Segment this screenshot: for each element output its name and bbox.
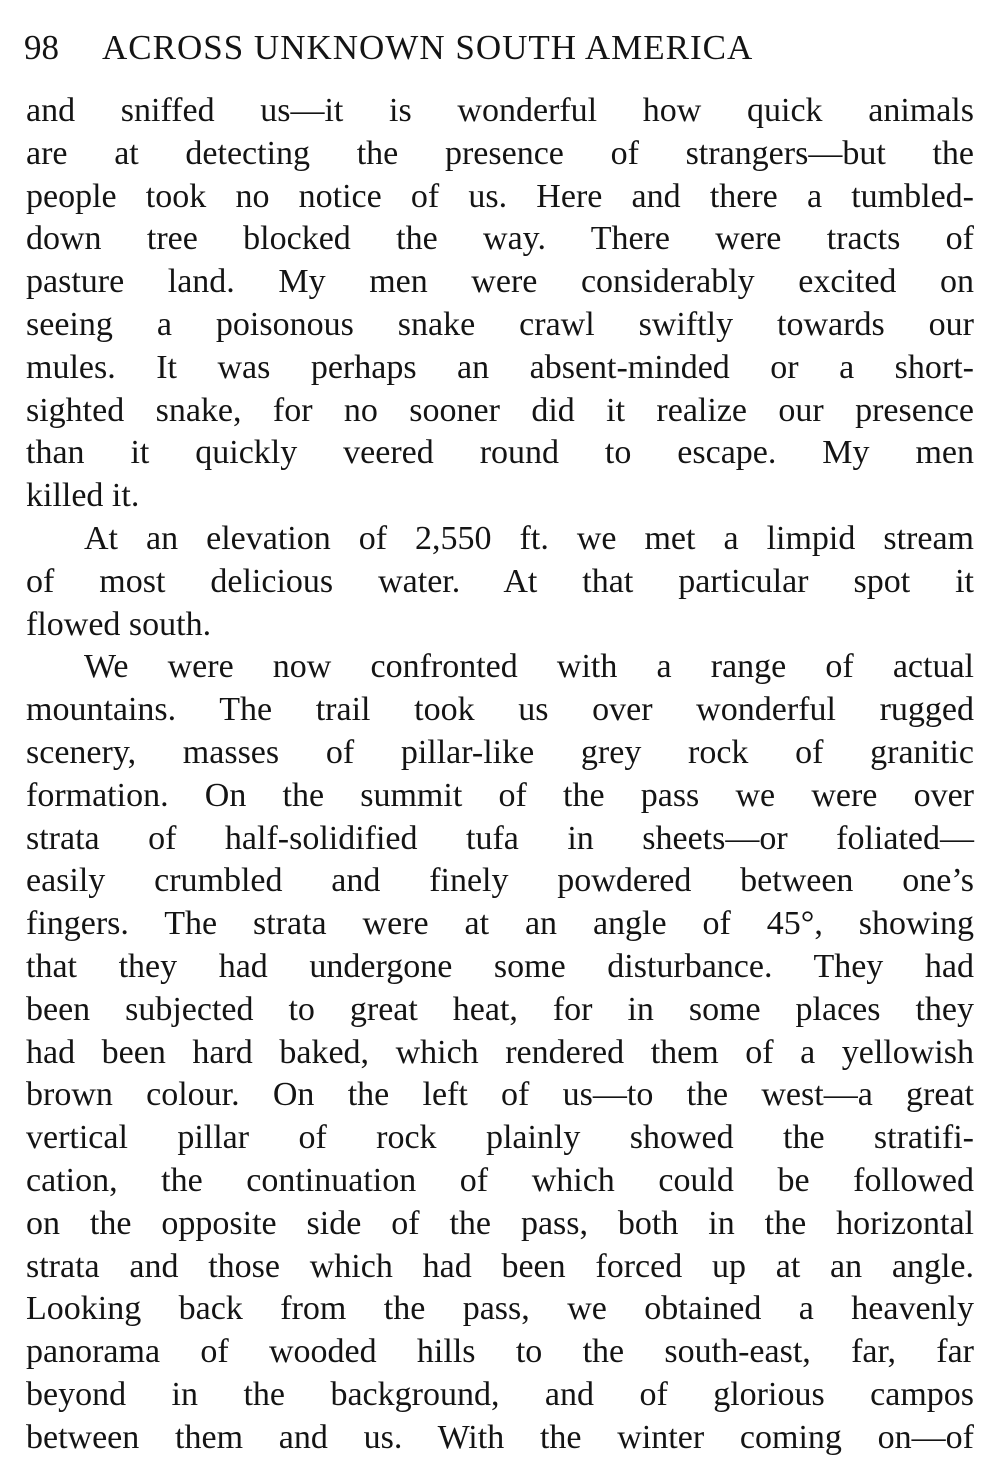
paragraph-end-line: killed it. (26, 477, 140, 515)
text-line: strata and those which had been forced up at an angle. (26, 1247, 974, 1285)
text-line: strata of half-solidified tufa in sheets—or foliated— (26, 819, 974, 857)
running-head (24, 26, 984, 70)
text-line: sighted snake, for no sooner did it realize our presence (26, 391, 974, 429)
text-line: beyond in the background, and of glorious campos (26, 1375, 974, 1413)
text-line: scenery, masses of pillar-like grey rock of granitic (26, 733, 974, 771)
body-text (26, 90, 974, 1460)
text-line: of most delicious water. At that particular spot it (26, 562, 974, 600)
paragraph-first-line: At an elevation of 2,550 ft. we met a limpid stream (84, 519, 974, 557)
text-line: than it quickly veered round to escape. My men (26, 434, 974, 472)
paragraph-end-line: flowed south. (26, 605, 212, 643)
text-line: mountains. The trail took us over wonderful rugged (26, 691, 974, 729)
text-line: vertical pillar of rock plainly showed the stratifi- (26, 1119, 974, 1157)
paragraph-first-line: We were now confronted with a range of actual (84, 648, 974, 686)
text-line: and sniffed us—it is wonderful how quick animals (26, 92, 974, 129)
text-line: are at detecting the presence of strangers—but the (26, 134, 974, 172)
text-line: cation, the continuation of which could be followed (26, 1161, 974, 1199)
text-line: easily crumbled and finely powdered between one’s (26, 862, 974, 900)
text-line: pasture land. My men were considerably excited on (26, 263, 974, 301)
text-line: that they had undergone some disturbance. They had (26, 947, 974, 985)
text-line: people took no notice of us. Here and there a tumbled- (26, 177, 974, 215)
text-line: on the opposite side of the pass, both in the horizontal (26, 1204, 974, 1242)
text-line: had been hard baked, which rendered them of a yellowish (26, 1033, 974, 1071)
text-line: formation. On the summit of the pass we were over (26, 776, 974, 814)
text-line: panorama of wooded hills to the south-east, far, far (26, 1333, 974, 1371)
page-number: 98 (24, 28, 59, 67)
text-line: mules. It was perhaps an absent-minded or a short- (26, 348, 974, 386)
text-line: Looking back from the pass, we obtained a heavenly (26, 1290, 974, 1328)
book-title: ACROSS UNKNOWN SOUTH AMERICA (102, 28, 754, 67)
text-line: seeing a poisonous snake crawl swiftly towards our (26, 305, 974, 343)
text-line: down tree blocked the way. There were tracts of (26, 220, 974, 258)
text-line: fingers. The strata were at an angle of 45°, showing (26, 905, 974, 943)
text-line: brown colour. On the left of us—to the west—a great (26, 1076, 974, 1114)
text-line: between them and us. With the winter coming on—of (26, 1418, 974, 1456)
text-line: been subjected to great heat, for in some places they (26, 990, 974, 1028)
